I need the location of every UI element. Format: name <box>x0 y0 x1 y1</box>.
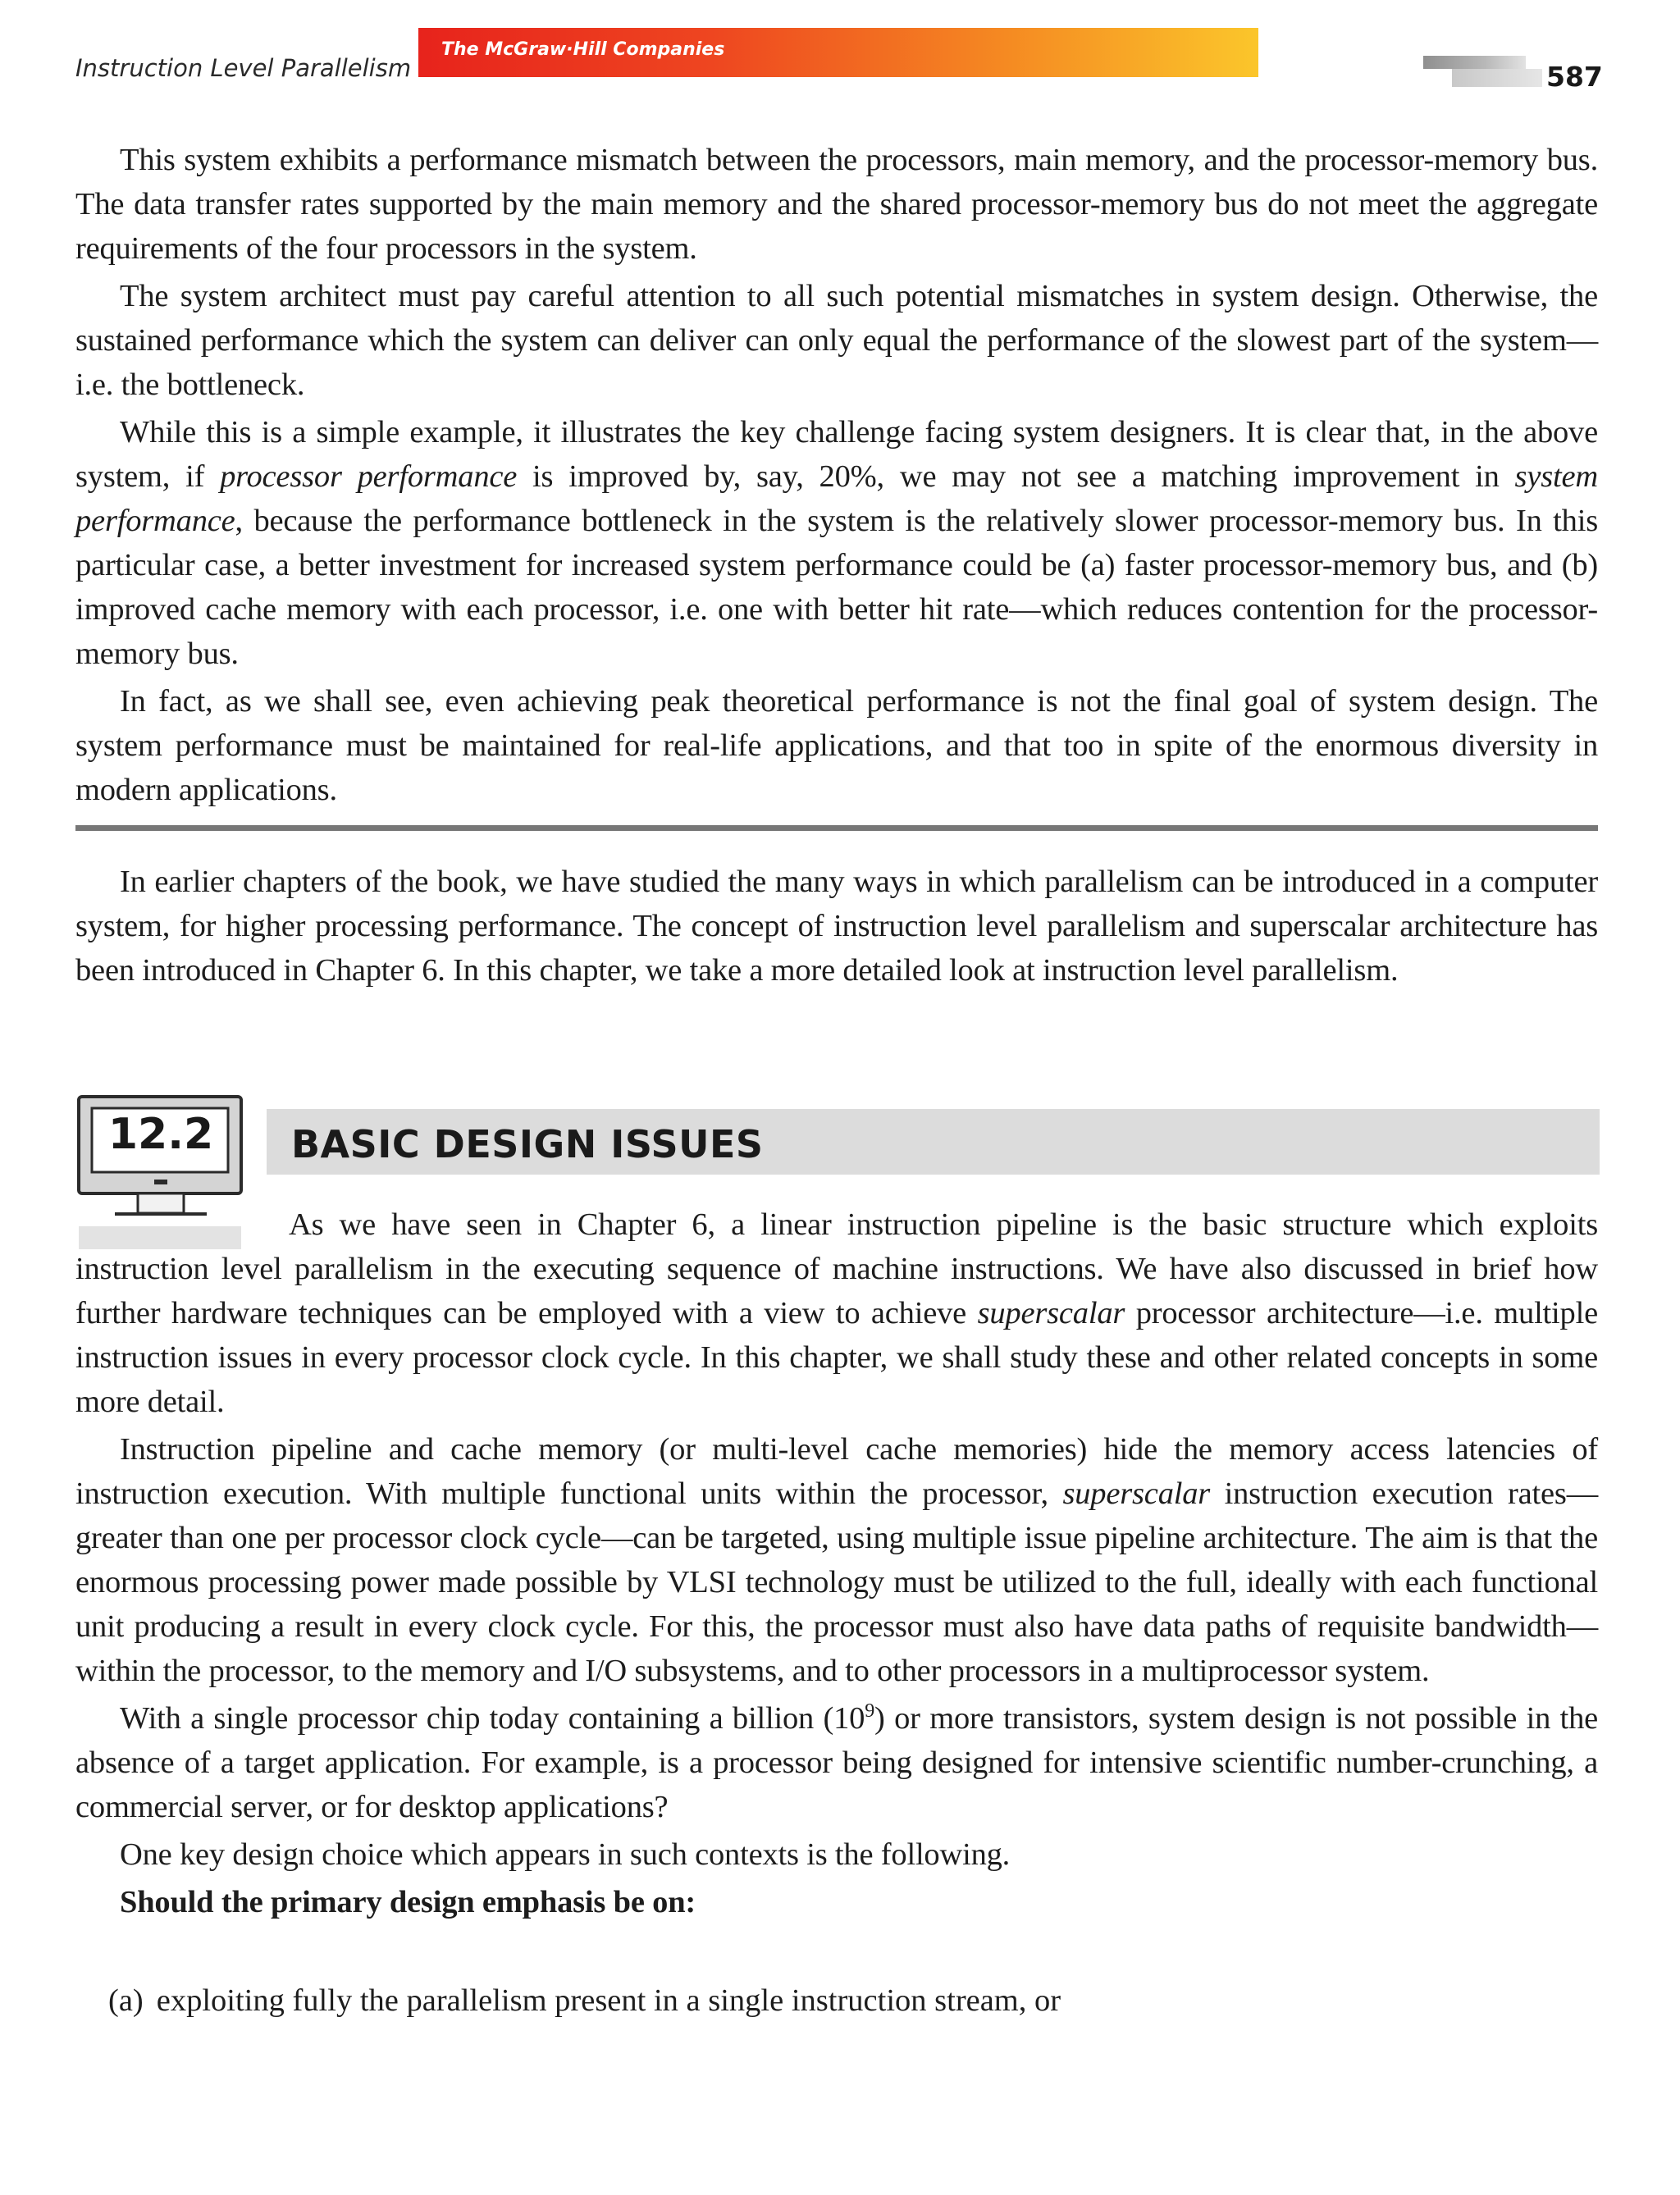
emphasis: superscalar <box>977 1296 1125 1330</box>
paragraph <box>75 1427 1598 1693</box>
section-heading-bar <box>267 1109 1600 1175</box>
text-run: Instruction pipeline and cache memory (or multi-level cache memories) hide the memory access latencies of instruction execution. With multiple functional units within the processor, <box>75 1432 1598 1511</box>
emphasis: processor performance <box>220 459 518 494</box>
paragraph <box>75 1696 1598 1829</box>
list-marker: (a) <box>108 1983 144 2018</box>
list-item-text: exploiting fully the parallelism present in a single instruction stream, or <box>156 1983 1061 2018</box>
text-run: With a single processor chip today containing a billion (10 <box>120 1701 865 1736</box>
paragraph: This system exhibits a performance mismatch between the processors, main memory, and the processor-memory bus. The data transfer rates supported by the main memory and the shared processor-memory bus do not meet the aggregate requirements of the four processors in the system. <box>75 143 1598 266</box>
text-run: As we have seen in Chapter 6, a linear instruction pipeline is the basic structure which exploits instruction level parallelism in the executing sequence of machine instructions. We have also discussed in brief how further hardware techniques can be employed with a view to achieve <box>75 1207 1598 1330</box>
text-run: is improved by, say, 20%, we may not see a matching improvement in <box>517 459 1515 494</box>
section-title: BASIC DESIGN ISSUES <box>291 1122 764 1166</box>
paragraph <box>75 410 1598 676</box>
section-body-block <box>75 1202 1598 1924</box>
text-run: instruction execution rates—greater than one per processor clock cycle—can be targeted, using multiple issue pipeline architecture. The aim is that the enormous processing power made possible by VLSI technology must be utilized to the full, ideally with each functional unit producing a result in every clock cycle. For this, the processor must also have data paths of requisite bandwidth—within the processor, to the memory and I/O subsystems, and to other processors in a multiprocessor system. <box>75 1476 1598 1688</box>
publisher-name: The McGraw·Hill Companies <box>441 39 725 60</box>
paragraph: In earlier chapters of the book, we have studied the many ways in which parallelism can be introduced in a computer system, for higher processing performance. The concept of instruction level parallelism and superscalar architecture has been introduced in Chapter 6. In this chapter, we take a more detailed look at instruction level parallelism. <box>75 865 1598 988</box>
page-number-decoration-shadow <box>1452 69 1542 87</box>
page-number-decoration <box>1423 56 1526 69</box>
paragraph: One key design choice which appears in such contexts is the following. <box>120 1837 1011 1872</box>
emphasis: superscalar <box>1062 1476 1211 1511</box>
list-item <box>108 1978 1061 2023</box>
paragraph: Should the primary design emphasis be on: <box>120 1885 696 1919</box>
text-run: , because the performance bottleneck in the system is the relatively slower processor-memory bus. In this particular case, a better investment for increased system performance could be (a) faster processor-memory bus, and (b) improved cache memory with each processor, i.e. one with better hit rate—which reduces contention for the processor-memory bus. <box>75 504 1598 671</box>
emphasis: system performance <box>75 459 1598 538</box>
publisher-banner <box>418 28 1258 77</box>
intro-block <box>75 138 1598 812</box>
paragraph <box>75 1202 1598 1424</box>
divider-rule <box>75 825 1598 831</box>
text-run: ) or more transistors, system design is not possible in the absence of a target application. For example, is a processor being designed for intensive scientific number-crunching, a commercial server, or for desktop applications? <box>75 1701 1599 1824</box>
section-number: 12.2 <box>107 1110 214 1159</box>
running-head: Instruction Level Parallelism <box>75 54 412 82</box>
superscript: 9 <box>865 1700 875 1723</box>
paragraph: The system architect must pay careful attention to all such potential mismatches in system design. Otherwise, the sustained performance which the system can deliver can only equal the performance of the slowest part of the system—i.e. the bottleneck. <box>75 279 1598 402</box>
paragraph: In fact, as we shall see, even achieving peak theoretical performance is not the final goal of system design. The system performance must be maintained for real-life applications, and that too in spite of the enormous diversity in modern applications. <box>75 684 1598 807</box>
text-run: processor architecture—i.e. multiple instruction issues in every processor clock cycle. In this chapter, we shall study these and other related concepts in some more detail. <box>75 1296 1598 1419</box>
text-run: While this is a simple example, it illustrates the key challenge facing system designers. It is clear that, in the above system, if <box>75 415 1598 494</box>
chapter-intro-block <box>75 860 1598 993</box>
page-number: 587 <box>1546 61 1603 93</box>
